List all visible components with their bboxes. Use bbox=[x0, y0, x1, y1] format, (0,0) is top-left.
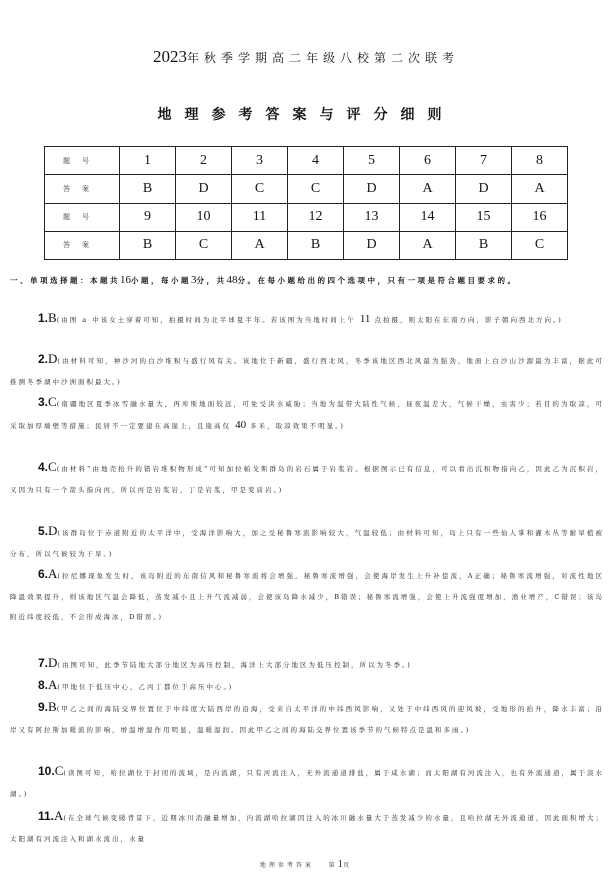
row-label-answer: 答案 bbox=[45, 175, 120, 203]
question-number-cell: 10 bbox=[176, 203, 232, 231]
answer-cell: A bbox=[232, 231, 288, 259]
answer-cell: B bbox=[288, 231, 344, 259]
answer-cell: D bbox=[456, 175, 512, 203]
row-label-question: 题号 bbox=[45, 147, 120, 175]
item-choice: D bbox=[48, 351, 58, 366]
answer-cell: A bbox=[512, 175, 568, 203]
document-title: 地理参考答案与评分细则 bbox=[157, 107, 455, 123]
answer-explanation: 9.B(甲乙之间的海陆交界位置位于中纬度大陆西岸的沿海，受来自太平洋的中纬西风影响，又处于中纬西风的迎风坡，受地形的抬升，降水丰富；沿岸又有阿拉斯加暖流的影响，增温增湿作用明显，温暖湿润。因此甲乙之间的海陆交界位置该季节的气候特点是温和多雨。) bbox=[10, 699, 604, 734]
answer-explanation: 5.D(该群岛位于赤道附近的太平洋中，受海洋影响大，加之受秘鲁寒流影响较大，气温较低；由材料可知，岛上只有一些仙人掌和灌木丛等耐旱植被分布，所以气候较为干旱。) bbox=[10, 523, 604, 558]
answer-cell: D bbox=[344, 231, 400, 259]
exam-header bbox=[0, 47, 612, 67]
question-number-cell: 2 bbox=[176, 147, 232, 175]
section-instructions: 一、单项选择题：本题共16小题，每小题3分，共48分。在每小题给出的四个选项中，只有一项是符合题目要求的。 bbox=[10, 274, 518, 286]
answer-cell: B bbox=[456, 231, 512, 259]
item-choice: C bbox=[48, 394, 57, 409]
points-per-question: 3 bbox=[191, 274, 197, 286]
question-number-row bbox=[45, 147, 568, 175]
item-choice: B bbox=[48, 310, 57, 325]
answer-explanation: 10.C(读图可知，哈拉湖位于封闭的流域，是内流湖，只有河流注入，无外流通道排盐，属于咸水湖；而太阳湖有河流注入，也有外流通道，属于淡水湖。) bbox=[10, 763, 604, 798]
total-points: 48 bbox=[226, 274, 238, 286]
item-choice: B bbox=[48, 699, 57, 714]
question-number-cell: 16 bbox=[512, 203, 568, 231]
question-number-cell: 4 bbox=[288, 147, 344, 175]
answer-explanation: 4.C(由材料“由地壳抬升的错岩堆积物形成”可知加拉帕戈斯群岛的岩石属于岩浆岩。根据图示已有信息，可以看出沉积物指向乙，因此乙为沉积岩，又因为只有一个箭头指向丙，所以丙是岩浆岩，丁是岩浆，甲是变质岩。) bbox=[10, 459, 604, 494]
question-number-cell: 12 bbox=[288, 203, 344, 231]
answer-cell: C bbox=[512, 231, 568, 259]
footer-label: 地理参考答案 bbox=[259, 862, 314, 869]
question-number-cell: 8 bbox=[512, 147, 568, 175]
question-number-cell: 3 bbox=[232, 147, 288, 175]
item-choice: D bbox=[48, 523, 58, 538]
answer-cell: C bbox=[176, 231, 232, 259]
answer-cell: D bbox=[176, 175, 232, 203]
question-number-cell: 11 bbox=[232, 203, 288, 231]
item-choice: A bbox=[54, 808, 64, 823]
question-number-cell: 1 bbox=[120, 147, 176, 175]
item-number: 3. bbox=[38, 395, 49, 409]
answer-cell: A bbox=[400, 231, 456, 259]
question-number-cell: 9 bbox=[120, 203, 176, 231]
item-number: 5. bbox=[38, 524, 49, 538]
question-number-cell: 13 bbox=[344, 203, 400, 231]
question-number-cell: 15 bbox=[456, 203, 512, 231]
item-number: 10. bbox=[38, 764, 55, 778]
item-number: 4. bbox=[38, 460, 49, 474]
answer-row bbox=[45, 175, 568, 203]
answer-explanation: 11.A(在全球气候变暖背景下，近期冰川消融量增加，内流湖哈拉湖因注入的冰川融水量大于蒸发减少的水量，且哈拉湖无外流通道，因此面积增大；太阳湖有河流注入和湖水流出，水量 bbox=[10, 808, 604, 843]
item-number: 6. bbox=[38, 567, 49, 581]
question-number-row bbox=[45, 203, 568, 231]
row-label-question: 题号 bbox=[45, 203, 120, 231]
exam-year: 2023 bbox=[152, 47, 187, 66]
item-number: 11. bbox=[38, 809, 55, 823]
answer-row bbox=[45, 231, 568, 259]
answer-cell: D bbox=[344, 175, 400, 203]
question-number-cell: 5 bbox=[344, 147, 400, 175]
answer-key-table bbox=[44, 146, 568, 260]
answer-explanation: 7.D(由图可知，此季节陆地大部分地区为高压控制，海洋上大部分地区为低压控制，所以为冬季。) bbox=[38, 655, 412, 670]
question-count: 16 bbox=[120, 274, 131, 286]
page-footer: 地理参考答案 第1页 bbox=[259, 858, 353, 870]
answer-explanation: 1.B(由图 a 中该女士穿着可知，拍摄时间为北半球夏半年。若该图为当地时间上午 11 点拍摄，则太阳在东南方向，影子朝向西北方向。) bbox=[38, 310, 563, 325]
question-number-cell: 14 bbox=[400, 203, 456, 231]
item-number: 8. bbox=[38, 678, 49, 692]
item-choice: D bbox=[48, 655, 58, 670]
answer-cell: C bbox=[232, 175, 288, 203]
answer-cell: A bbox=[400, 175, 456, 203]
row-label-answer: 答案 bbox=[45, 231, 120, 259]
answer-explanation: 8.A(甲地位于低压中心，乙丙丁都位于高压中心。) bbox=[38, 677, 234, 692]
question-number-cell: 6 bbox=[400, 147, 456, 175]
item-number: 9. bbox=[38, 700, 49, 714]
answer-cell: B bbox=[120, 231, 176, 259]
question-number-cell: 7 bbox=[456, 147, 512, 175]
item-choice: C bbox=[54, 763, 64, 778]
exam-name: 年秋季学期高二年级八校第二次联考 bbox=[186, 51, 459, 65]
answer-explanation: 3.C(南疆地区夏季冰雪融水量大，再库斯地面较远，可免受洪水威胁；当地为温带大陆性气候，昼夜温差大，气候干燥，虫害少；若目的为取凉，可采取加厚墙壁等措施；民居不一定要建在高崖上，且崖高仅 40 多米，取凉效果不明显。) bbox=[10, 394, 604, 431]
item-number: 7. bbox=[38, 656, 49, 670]
answer-explanation: 2.D(由材料可知，神沙河的白沙堆积与盛行风有关。该地位于新疆，盛行西北风，冬季该地区西北风最为强劲，地面上白沙山沙源最为丰富，据此可推测冬季湖中沙洲面积最大。) bbox=[10, 351, 604, 386]
answer-explanation: 6.A(拉尼娜现象发生时，该岛附近的东南信风和秘鲁寒流将会增强。秘鲁寒流增强，会使海岸发生上升补偿流，A正确；秘鲁寒流增强，对流性地区降温效果提升，则该地区气温会降低，蒸发减小且上升气流减弱，会使该岛降水减少，B错误；秘鲁寒流增强，会使上升流强度增加，渔业增产，C错误；该岛附近纬度较低，不会形成海冰，D错误。) bbox=[10, 566, 604, 621]
item-choice: A bbox=[48, 677, 58, 692]
answer-cell: C bbox=[288, 175, 344, 203]
page-number: 1 bbox=[337, 858, 344, 870]
item-choice: A bbox=[48, 566, 58, 581]
item-number: 1. bbox=[38, 311, 49, 325]
answer-cell: B bbox=[120, 175, 176, 203]
item-number: 2. bbox=[38, 352, 49, 366]
item-choice: C bbox=[48, 459, 57, 474]
